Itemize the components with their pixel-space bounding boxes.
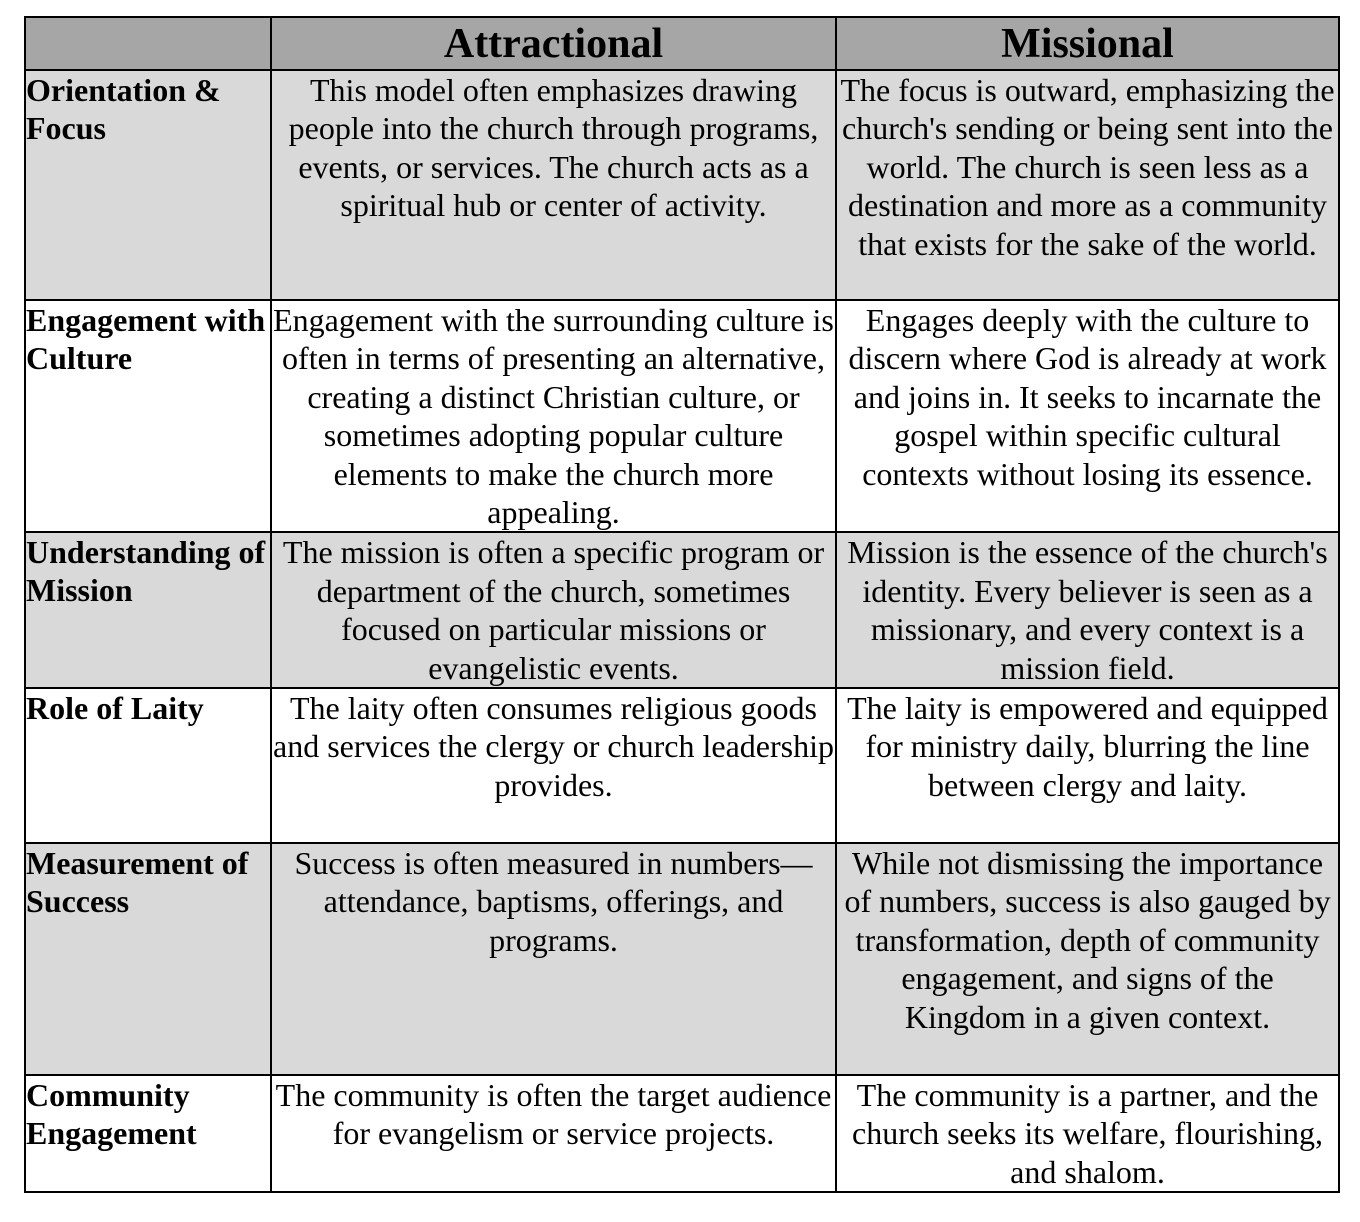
missional-cell: Mission is the essence of the church's identity. Every believer is seen as a missionary, and every context is a mission field.	[836, 532, 1339, 688]
header-attractional: Attractional	[271, 17, 836, 70]
row-label: Community Engagement	[25, 1075, 271, 1192]
table-header-row	[25, 17, 1339, 70]
table-row-understanding-mission	[25, 532, 1339, 688]
row-label: Understanding of Mission	[25, 532, 271, 688]
comparison-table	[24, 16, 1340, 1193]
header-corner-cell	[25, 17, 271, 70]
attractional-cell: Success is often measured in numbers—attendance, baptisms, offerings, and programs.	[271, 843, 836, 1075]
missional-cell: The community is a partner, and the church seeks its welfare, flourishing, and shalom.	[836, 1075, 1339, 1192]
row-label: Measurement of Success	[25, 843, 271, 1075]
attractional-cell: The mission is often a specific program or department of the church, sometimes focused on particular missions or evangelistic events.	[271, 532, 836, 688]
table-row-engagement-culture	[25, 300, 1339, 532]
table-row-measurement-success	[25, 843, 1339, 1075]
missional-cell: The laity is empowered and equipped for ministry daily, blurring the line between clergy and laity.	[836, 688, 1339, 843]
missional-cell: Engages deeply with the culture to discern where God is already at work and joins in. It seeks to incarnate the gospel within specific cultural contexts without losing its essence.	[836, 300, 1339, 532]
attractional-cell: The community is often the target audience for evangelism or service projects.	[271, 1075, 836, 1192]
attractional-cell: This model often emphasizes drawing people into the church through programs, events, or services. The church acts as a spiritual hub or center of activity.	[271, 70, 836, 300]
missional-cell: The focus is outward, emphasizing the church's sending or being sent into the world. The church is seen less as a destination and more as a community that exists for the sake of the world.	[836, 70, 1339, 300]
missional-cell: While not dismissing the importance of numbers, success is also gauged by transformation, depth of community engagement, and signs of the Kingdom in a given context.	[836, 843, 1339, 1075]
attractional-cell: The laity often consumes religious goods and services the clergy or church leadership provides.	[271, 688, 836, 843]
table-row-orientation-focus	[25, 70, 1339, 300]
table-row-community-engagement	[25, 1075, 1339, 1192]
header-missional: Missional	[836, 17, 1339, 70]
row-label: Role of Laity	[25, 688, 271, 843]
attractional-cell: Engagement with the surrounding culture is often in terms of presenting an alternative, creating a distinct Christian culture, or sometimes adopting popular culture elements to make the church more appealing.	[271, 300, 836, 532]
table-row-role-laity	[25, 688, 1339, 843]
row-label: Engagement with Culture	[25, 300, 271, 532]
row-label: Orientation & Focus	[25, 70, 271, 300]
